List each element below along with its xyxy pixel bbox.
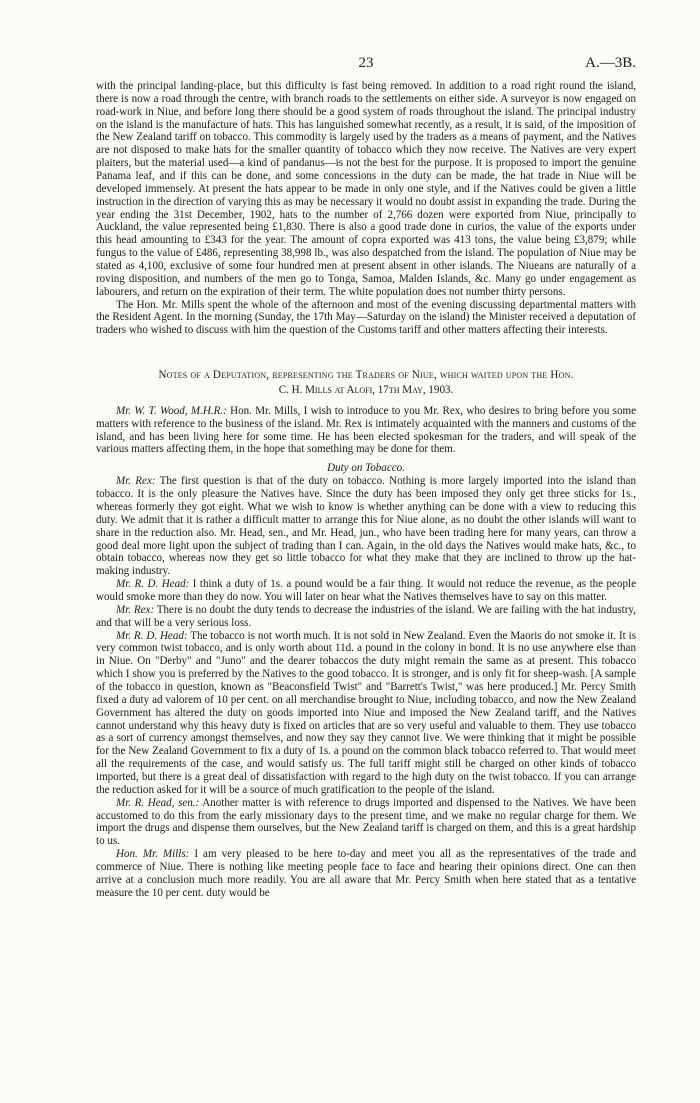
- document-body: [96, 80, 636, 900]
- deputation-heading-line2: C. H. Mills at Alofi, 17th May, 1903.: [278, 384, 454, 397]
- speech-paragraph: [96, 405, 636, 456]
- speaker-name: Hon. Mr. Mills:: [116, 848, 190, 861]
- speaker-name: Mr. R. Head, sen.:: [116, 796, 200, 809]
- speech-text: The tobacco is not worth much. It is not sold in New Zealand. Even the Maoris do not smoke it. It is very common twist tobacco, and is only worth about 11d. a pound in the colony in bond. It is no use anywhere else than in Niue. On "Derby" and "Juno" and the dearer tobaccos the duty might remain the same as at present. This tobacco which I show you is preferred by the Natives to the good tobacco. It is stronger, and is only fit for sheep-wash. [A sample of the tobacco in question, known as "Beaconsfield Twist" and "Barrett's Twist," was here produced.] Mr. Percy Smith fixed a duty ad valorem of 10 per cent. on all merchandise brought to Niue, including tobacco, and now the New Zealand Government has altered the duty on goods imported into Niue and imposed the New Zealand tariff, and the Natives cannot understand why this heavy duty is fixed on articles that are so very useful and valuable to them. They use tobacco as a sort of currency amongst themselves, and now they say they cannot live. We were thinking that it might be possible for the New Zealand Government to fix a duty of 1s. a pound on the common black tobacco referred to. That would meet all the requirements of the case, and would satisfy us. The full tariff might still be charged on other kinds of tobacco imported, but there is a great deal of dissatisfaction with regard to the high duty on the twist tobacco. If you can arrange the reduction asked for it will be a source of much gratification to the people of the island.: [96, 629, 636, 796]
- speech-text: Another matter is with reference to drugs imported and dispensed to the Natives. We have been accustomed to do this from the early missionary days to the present time, and we make no regular charge for them. We import the drugs and dispense them ourselves, but the New Zealand tariff is charged on them, and this is a great hardship to us.: [96, 796, 636, 848]
- deputation-heading: Notes of a Deputation, representing the Traders of Niue, which waited upon the Hon.: [158, 369, 574, 382]
- page-number: 23: [358, 55, 374, 71]
- speech-text: The first question is that of the duty on tobacco. Nothing is more largely imported into the island than tobacco. It is the only pleasure the Natives have. Since the duty has been imposed they only get three sticks for 1s., whereas formerly they got eight. What we wish to know is whether anything can be done with a view to reducing this duty. We admit that it is rather a difficult matter to arrange this for Niue alone, as no doubt the other islands will want to share in the reduction also. Mr. Head, sen., and Mr. Head, jun., who have been trading here for many years, can throw a good deal more light upon the subject of trading than I can. Again, in the old days the Natives would make hats, &c., to obtain tobacco, whereas now they get so little tobacco for what they make that they are inclined to throw up the hat-making industry.: [96, 475, 636, 578]
- section-subheading: Duty on Tobacco.: [327, 462, 405, 475]
- speech-paragraph: [96, 475, 636, 578]
- speech-paragraph: [96, 630, 636, 797]
- document-reference: A.—3B.: [585, 55, 636, 71]
- body-paragraph: The Hon. Mr. Mills spent the whole of the afternoon and most of the evening discussing departmental matters with the Resident Agent. In the morning (Sunday, the 17th May—Saturday on the island) the Minister received a deputation of traders who wished to discuss with him the question of the Customs tariff and other matters affecting their interests.: [96, 298, 636, 337]
- page-header: [96, 55, 636, 75]
- speaker-name: Mr. W. T. Wood, M.H.R.:: [116, 404, 227, 417]
- speaker-name: Mr. R. D. Head:: [116, 629, 188, 642]
- speech-text: I think a duty of 1s. a pound would be a fair thing. It would not reduce the revenue, as the people would smoke more than they do now. You will later on hear what the Natives themselves have to say on this matter.: [96, 578, 636, 603]
- speech-paragraph: [96, 848, 636, 899]
- speaker-name: Mr. R. D. Head:: [116, 578, 190, 591]
- body-paragraph: with the principal landing-place, but this difficulty is fast being removed. In addition to a road right round the island, there is now a road through the centre, with branch roads to the settlements on either side. A surveyor is now engaged on road-work in Niue, and before long there should be a good system of roads throughout the island. The principal industry on the island is the manufacture of hats. This has languished somewhat recently, as a result, it is said, of the imposition of the New Zealand tariff on tobacco. This commodity is largely used by the traders as a means of payment, and the Natives are not disposed to make hats for the smaller quantity of tobacco which they now receive. The Natives are very expert plaiters, but the material used—a kind of pandanus—is not the best for the purpose. It is proposed to import the genuine Panama leaf, and if this can be done, and some concessions in the duty can be made, the hat trade in Niue will be developed immensely. At present the hats appear to be made in only one style, and if the Natives could be given a little instruction in the direction of varying this as may be necessary it would no doubt assist in expanding the trade. During the year ending the 31st December, 1902, hats to the number of 2,766 dozen were exported from Niue, principally to Auckland, the value represented being £1,830. There is also a good trade done in curios, the value of the exports under this head amounting to £343 for the year. The amount of copra exported was 413 tons, the value being £3,879; while fungus to the value of £486, representing 38,998 lb., was also despatched from the island. The population of Niue may be stated as 4,100, exclusive of some four hundred men at present absent in other islands. The Niueans are naturally of a roving disposition, and numbers of the men go to Tonga, Samoa, Malden Islands, &c. Many go under engagement as labourers, and return on the expiration of their term. The white population does not number thirty persons.: [96, 80, 636, 298]
- speech-paragraph: [96, 604, 636, 630]
- speech-text: There is no doubt the duty tends to decrease the industries of the island. We are failing with the hat industry, and that will be a very serious loss.: [96, 603, 636, 629]
- speech-paragraph: [96, 797, 636, 848]
- speech-text: Hon. Mr. Mills, I wish to introduce to you Mr. Rex, who desires to bring before you some matters with reference to the business of the island. Mr. Rex is intimately acquainted with the manners and customs of the island, and has been living here for some time. He has been elected spokesman for the traders, and will speak of the various matters affecting them, in the hope that something may be done for them.: [96, 404, 636, 456]
- speaker-name: Mr. Rex:: [116, 475, 156, 488]
- speech-paragraph: [96, 578, 636, 604]
- speaker-name: Mr. Rex:: [116, 603, 155, 616]
- speech-text: I am very pleased to be here to-day and meet you all as the representatives of the trade and commerce of Niue. There is nothing like meeting people face to face and hearing their opinions direct. One can then arrive at a conclusion much more readily. You are all aware that Mr. Percy Smith when here stated that as a tentative measure the 10 per cent. duty would be: [96, 848, 636, 899]
